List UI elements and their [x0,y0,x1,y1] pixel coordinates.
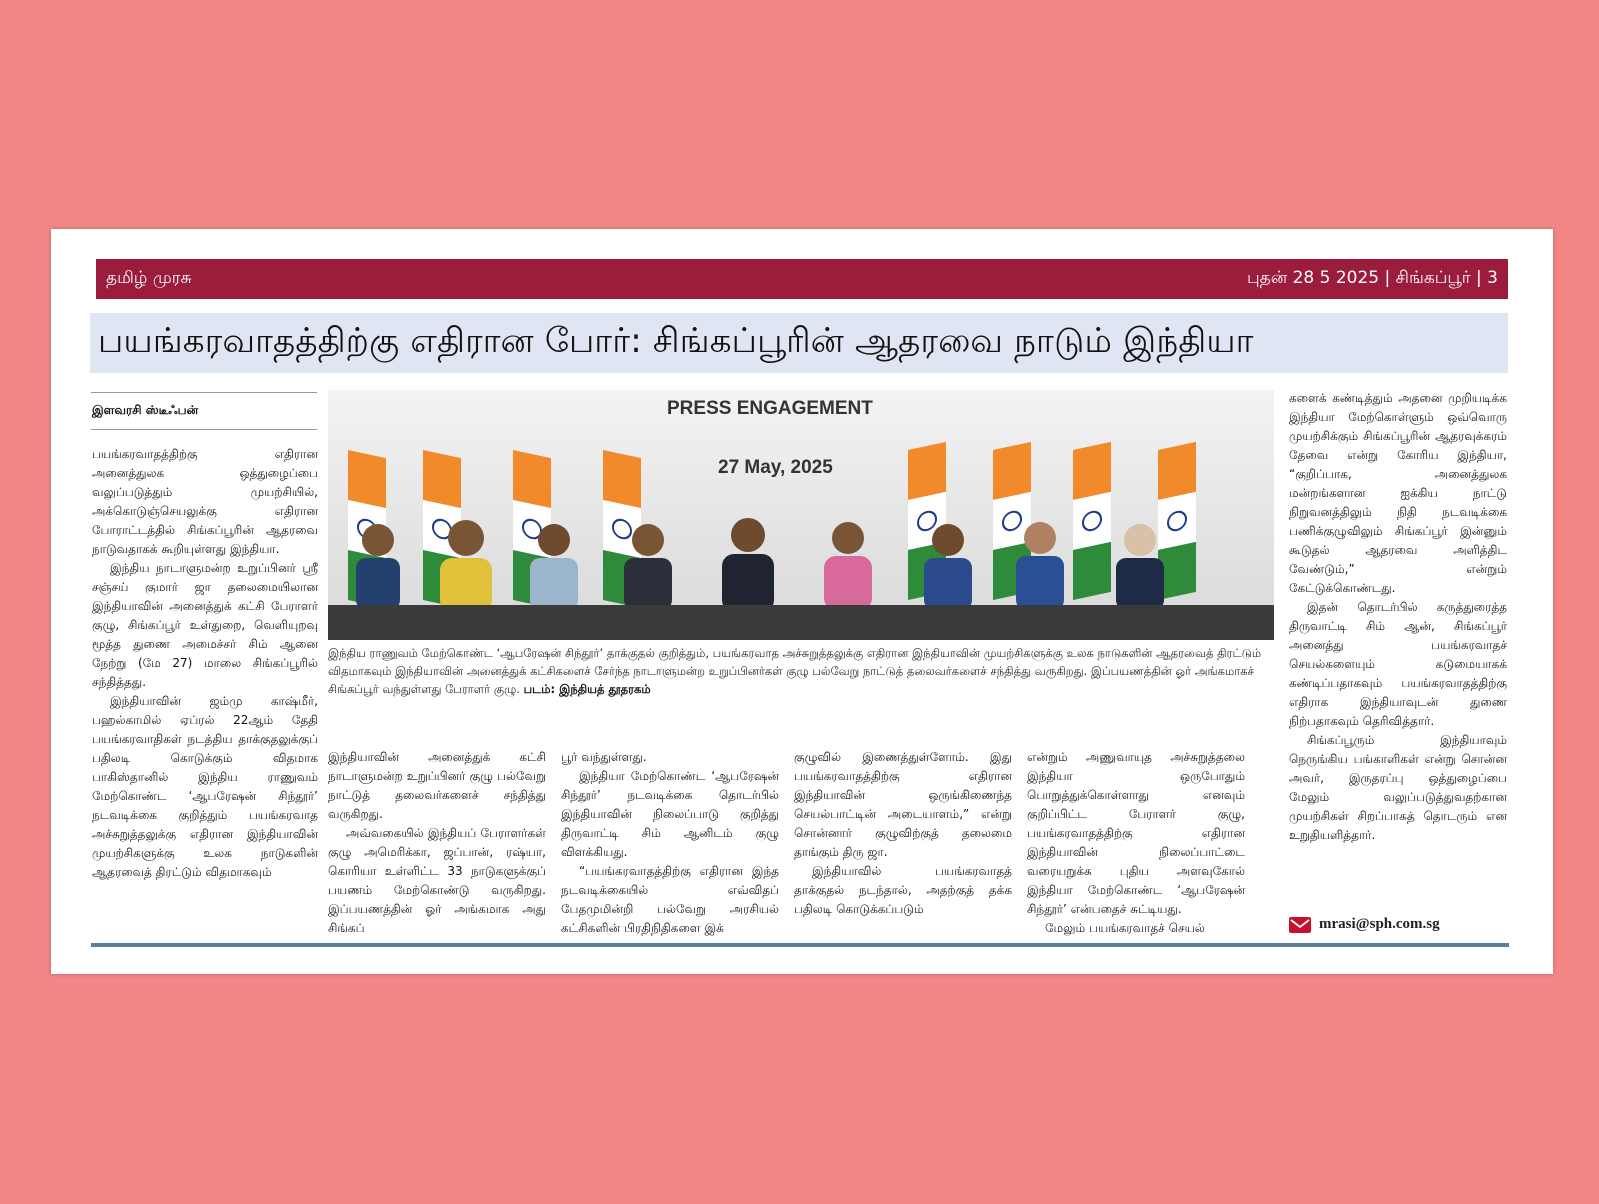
article-column-5 [1027,748,1245,938]
dateline: புதன் 28 5 2025 | சிங்கப்பூர் | 3 [1246,268,1498,288]
byline-rule-bottom [91,429,317,430]
article-column-2 [328,748,546,938]
paragraph: மேலும் பயங்கரவாதச் செயல் [1045,921,1205,935]
press-conference-photo [328,390,1274,640]
paragraph: பயங்கரவாதத்திற்கு எதிரான அனைத்துலக ஒத்துழைப்பை வலுப்படுத்தும் முயற்சியில், அக்கொடுஞ்செயலுக்கு எதிரான போராட்டத்தில் சிங்கப்பூரின் ஆதரவை நாடுவதாகக் கூறியுள்ளது இந்தியா. [92,447,318,556]
paragraph: குழுவில் இணைத்துள்ளோம். இது பயங்கரவாதத்திற்கு எதிரான இந்தியாவின் ஒருங்கிணைந்த செயல்பாட்டின் அடையாளம்,” என்று சொன்னார் குழுவிற்குத் தலைமை தாங்கும் திரு ஜா. [794,750,1012,859]
article-column-4 [794,748,1012,919]
byline: இளவரசி ஸ்டீஃபன் [92,403,199,417]
banner-date: 27 May, 2025 [718,457,833,478]
article-column-3 [561,748,779,938]
caption-text: இந்திய ராணுவம் மேற்கொண்ட ‘ஆபரேஷன் சிந்தூர்’ தாக்குதல் குறித்தும், பயங்கரவாத அச்சுறுத்தலுக்கு எதிரான இந்தியாவின் முயற்சிகளுக்கு உலக நாடுகளின் ஆதரவைத் திரட்டும் விதமாகவும் இந்தியாவின் அனைத்துக் கட்சிகளைச் சேர்ந்த நாடாளுமன்ற உறுப்பினர்கள் குழு பல்வேறு நாட்டுத் தலைவர்களைச் சந்தித்து வருகிறது. இப்பயணத்தின் ஓர் அங்கமாகச் சிங்கப்பூர் வந்துள்ளது பேராளர் குழு. [328,646,1262,696]
publication-name: தமிழ் முரசு [106,268,192,288]
paragraph: இதன் தொடர்பில் கருத்துரைத்த திருவாட்டி சிம் ஆன், சிங்கப்பூர் அனைத்து பயங்கரவாதச் செயல்களையும் கடுமையாகக் கண்டிப்பதாகவும் பயங்கரவாதத்திற்கு எதிராக இந்தியாவுடன் துணை நிற்பதாகவும் தெரிவித்தார். [1289,600,1507,728]
newspaper-clipping [51,229,1553,974]
paragraph: அவ்வகையில் இந்தியப் பேராளர்கள் குழு அமெரிக்கா, ஜப்பான், ரஷ்யா, கொரியா உள்ளிட்ட 33 நாடுகளுக்குப் பயணம் மேற்கொண்டு வருகிறது. இப்பயணத்தின் ஓர் அங்கமாக அது சிங்கப் [328,826,546,935]
paragraph: இந்தியாவின் ஜம்மு காஷ்மீர், பஹல்காமில் ஏப்ரல் 22ஆம் தேதி பயங்கரவாதிகள் நடத்திய தாக்குதலுக்குப் பதிலடி கொடுக்கும் விதமாக பாகிஸ்தானில் இந்திய ராணுவம் மேற்கொண்ட ‘ஆபரேஷன் சிந்தூர்’ நடவடிக்கை குறித்தும் பயங்கரவாத அச்சுறுத்தலுக்கு எதிரான இந்தியாவின் முயற்சிகளுக்கு உலக நாடுகளின் ஆதரவைத் திரட்டும் விதமாகவும் [92,694,318,879]
masthead-bar [96,259,1508,299]
bottom-rule [91,943,1509,947]
headline-box [90,313,1508,373]
panel-table [328,605,1274,640]
banner-title: PRESS ENGAGEMENT [667,398,873,419]
article-column-1 [92,445,318,882]
author-email-row [1289,916,1440,933]
headline: பயங்கரவாதத்திற்கு எதிரான போர்: சிங்கப்பூரின் ஆதரவை நாடும் இந்தியா [98,321,1254,361]
paragraph: களைக் கண்டித்தும் அதனை முறியடிக்க இந்தியா மேற்கொள்ளும் ஒவ்வொரு முயற்சிக்கும் சிங்கப்பூரின் ஆதரவுக்கரம் தேவை என்று கோரிய இந்தியா, “குறிப்பாக, அனைத்துலக மன்றங்களான ஐக்கிய நாட்டு நிறுவனத்திலும் நிதி நடவடிக்கை பணிக்குழுவிலும் சிங்கப்பூர் இன்னும் கூடுதல் ஆதரவை அளித்திட வேண்டும்,” என்றும் கேட்டுக்கொண்டது. [1289,391,1507,595]
author-email[interactable]: mrasi@sph.com.sg [1319,916,1440,932]
paragraph: இந்தியாவில் பயங்கரவாதத் தாக்குதல் நடந்தால், அதற்குத் தக்க பதிலடி கொடுக்கப்படும் [794,864,1012,916]
photo-credit: படம்: இந்தியத் தூதரகம் [523,682,651,696]
article-column-6 [1289,389,1507,845]
paragraph: பூர் வந்துள்ளது. [561,750,647,764]
paragraph: இந்தியாவின் அனைத்துக் கட்சி நாடாளுமன்ற உறுப்பினர் குழு பல்வேறு நாட்டுத் தலைவர்களைச் சந்தித்து வருகிறது. [328,750,546,821]
email-icon [1289,917,1311,933]
paragraph: சிங்கப்பூரும் இந்தியாவும் நெருங்கிய பங்காளிகள் என்று சொன்ன அவர், இருதரப்பு ஒத்துழைப்பை மேலும் வலுப்படுத்துவதற்கான முயற்சிகள் சிறப்பாகத் தொடரும் என உறுதியளித்தார். [1289,733,1507,842]
byline-rule-top [91,392,317,393]
paragraph: இந்தியா மேற்கொண்ட ‘ஆபரேஷன் சிந்தூர்’ நடவடிக்கை தொடர்பில் இந்தியாவின் நிலைப்பாடு குறித்து திருவாட்டி சிம் ஆனிடம் குழு விளக்கியது. [561,769,779,859]
panel-members [356,518,1164,612]
photo-caption [328,644,1274,698]
paragraph: என்றும் அணுவாயுத அச்சுறுத்தலை இந்தியா ஒருபோதும் பொறுத்துக்கொள்ளாது எனவும் குறிப்பிட்ட பேராளர் குழு, பயங்கரவாதத்திற்கு எதிரான இந்தியாவின் நிலைப்பாட்டை வரையறுக்க புதிய அளவுகோல் இந்தியா மேற்கொண்ட ‘ஆபரேஷன் சிந்தூர்’ என்பதைச் சுட்டியது. [1027,750,1245,916]
paragraph: “பயங்கரவாதத்திற்கு எதிரான இந்த நடவடிக்கையில் எவ்விதப் பேதமுமின்றி பல்வேறு அரசியல் கட்சிகளின் பிரதிநிதிகளை இக் [561,864,779,935]
paragraph: இந்திய நாடாளுமன்ற உறுப்பினர் ஸ்ரீ சஞ்சய் குமார் ஜா தலைமையிலான இந்தியாவின் அனைத்துக் கட்சி பேராளர் குழு, சிங்கப்பூர் உள்துறை, வெளியுறவு மூத்த துணை அமைச்சர் சிம் ஆனை நேற்று (மே 27) மாலை சிங்கப்பூரில் சந்தித்தது. [92,561,318,689]
